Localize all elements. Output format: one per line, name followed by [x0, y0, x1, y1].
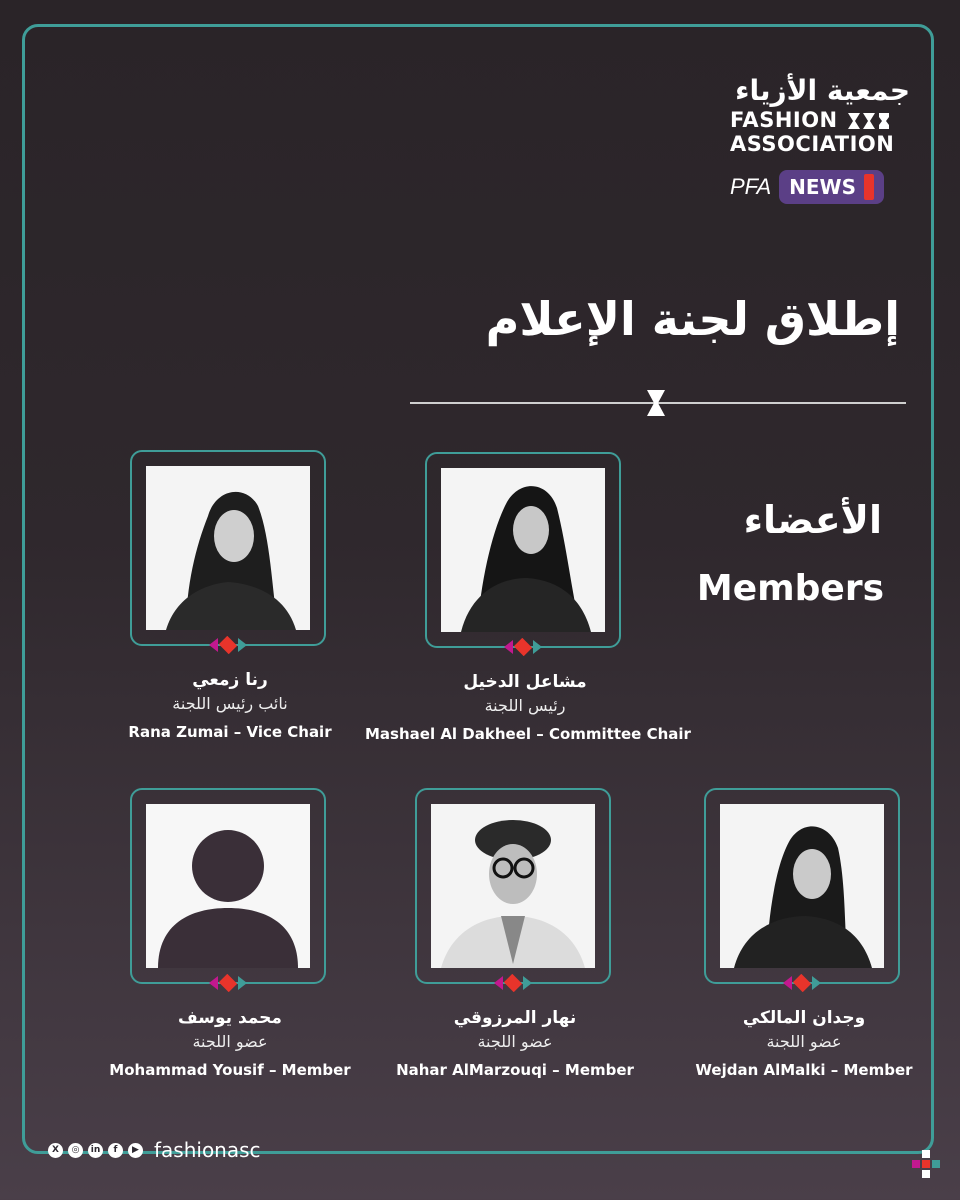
member-name-english: Mashael Al Dakheel – Committee Chair: [365, 725, 691, 743]
connector-diamond-icon: [781, 974, 823, 992]
member-photo: [720, 804, 884, 968]
news-flag-icon: [864, 174, 874, 200]
brand-english-line1: [730, 108, 910, 132]
brand-english-line2: ASSOCIATION: [730, 132, 895, 156]
member-name-english: Nahar AlMarzouqi – Member: [396, 1061, 634, 1079]
connector-diamond-icon: [207, 636, 249, 654]
pfa-label: PFA: [730, 174, 772, 199]
member-card: [109, 788, 351, 1079]
member-photo: [431, 804, 595, 968]
member-photo-frame: [130, 450, 326, 646]
member-photo-frame: [425, 452, 621, 648]
hourglass-ornament-icon: [645, 388, 667, 418]
facebook-icon[interactable]: f: [108, 1143, 123, 1158]
member-role-arabic: عضو اللجنة: [766, 1032, 842, 1051]
page-title: إطلاق لجنة الإعلام: [485, 292, 900, 346]
brand-logo-block: [730, 74, 910, 204]
members-heading-english: Members: [696, 568, 884, 609]
member-card: [130, 450, 330, 741]
members-heading-arabic: الأعضاء: [743, 498, 882, 542]
member-name-english: Wejdan AlMalki – Member: [695, 1061, 913, 1079]
member-name-english: Rana Zumai – Vice Chair: [128, 723, 332, 741]
member-photo-frame: [415, 788, 611, 984]
member-card: [396, 788, 634, 1079]
member-photo: [146, 466, 310, 630]
member-photo-frame: [130, 788, 326, 984]
member-name-arabic: مشاعل الدخيل: [463, 672, 587, 692]
member-name-arabic: محمد يوسف: [178, 1008, 282, 1028]
connector-diamond-icon: [502, 638, 544, 656]
member-role-arabic: عضو اللجنة: [477, 1032, 553, 1051]
pfa-news-row: [730, 170, 910, 204]
member-photo-frame: [704, 788, 900, 984]
brand-pattern-icon: [847, 112, 891, 130]
member-photo: [441, 468, 605, 632]
social-footer: [48, 1138, 261, 1162]
member-card: [365, 452, 691, 743]
member-name-arabic: رنا زمعي: [192, 670, 268, 690]
news-badge: [779, 170, 884, 204]
news-label: NEWS: [789, 175, 857, 199]
pixel-pattern-icon: [912, 1150, 940, 1178]
member-name-english: Mohammad Yousif – Member: [109, 1061, 351, 1079]
member-role-arabic: نائب رئيس اللجنة: [172, 694, 288, 713]
youtube-icon[interactable]: ▶: [128, 1143, 143, 1158]
member-name-arabic: وجدان المالكي: [742, 1008, 866, 1028]
brand-fashion-text: FASHION: [730, 108, 838, 132]
x-icon[interactable]: X: [48, 1143, 63, 1158]
member-card: [695, 788, 913, 1079]
avatar-placeholder-icon: [146, 804, 310, 968]
member-role-arabic: رئيس اللجنة: [484, 696, 566, 715]
connector-diamond-icon: [207, 974, 249, 992]
member-role-arabic: عضو اللجنة: [192, 1032, 268, 1051]
instagram-icon[interactable]: ◎: [68, 1143, 83, 1158]
linkedin-icon[interactable]: in: [88, 1143, 103, 1158]
connector-diamond-icon: [492, 974, 534, 992]
brand-arabic-name: جمعية الأزياء: [735, 74, 910, 107]
social-handle[interactable]: fashionasc: [154, 1138, 261, 1162]
member-photo-placeholder: [146, 804, 310, 968]
member-name-arabic: نهار المرزوقي: [453, 1008, 577, 1028]
